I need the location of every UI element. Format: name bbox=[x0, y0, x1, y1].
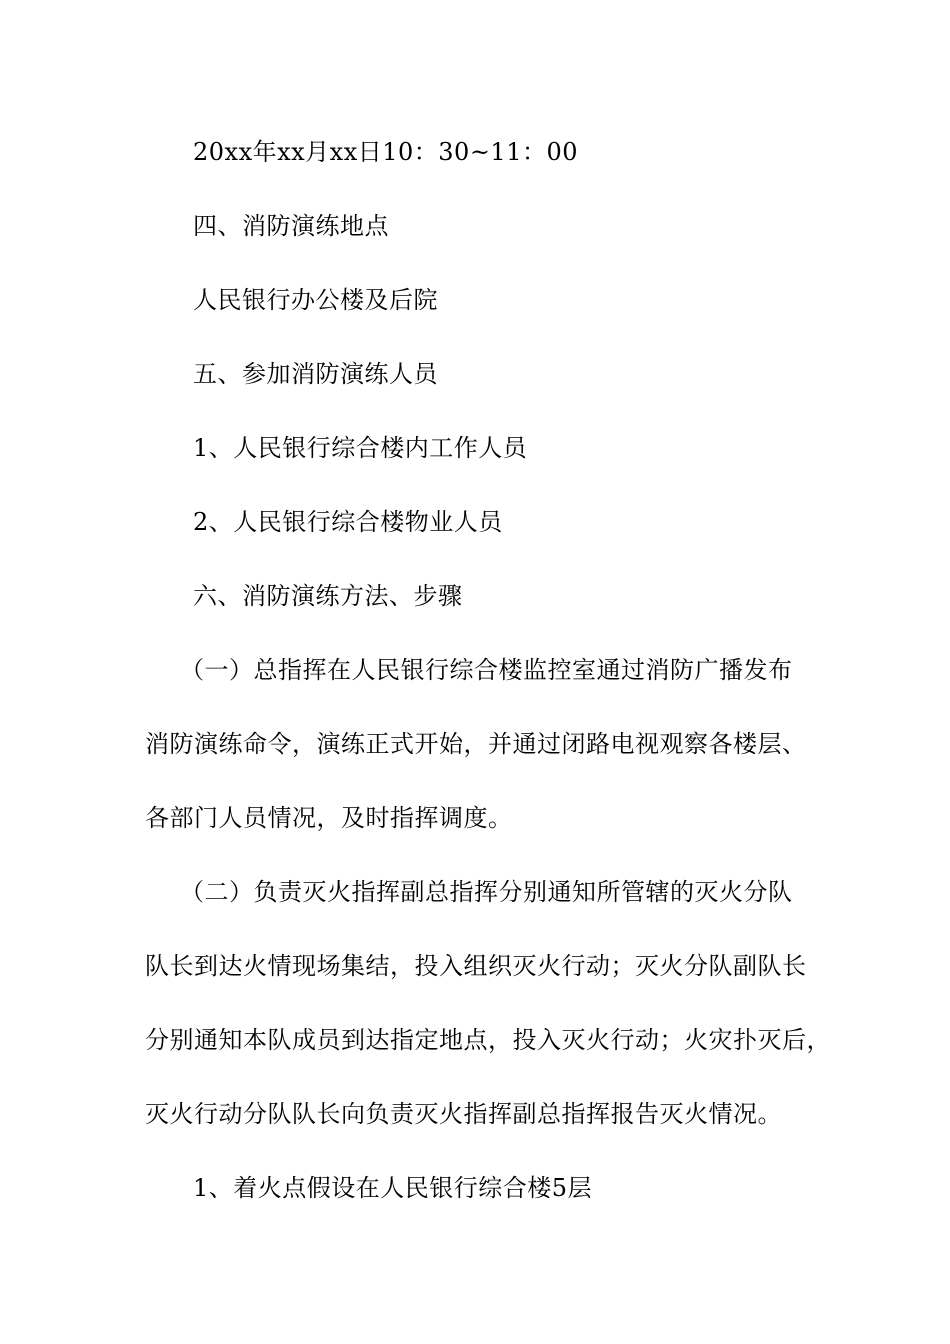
participant-item-2: 2、人民银行综合楼物业人员 bbox=[193, 508, 503, 536]
participant-item-1: 1、人民银行综合楼内工作人员 bbox=[193, 434, 528, 462]
section-heading-location: 四、消防演练地点 bbox=[193, 212, 389, 240]
paragraph-2-line-4: 灭火行动分队队长向负责灭火指挥副总指挥报告灭火情况。 bbox=[145, 1100, 782, 1128]
section-heading-participants: 五、参加消防演练人员 bbox=[193, 360, 438, 388]
paragraph-2-line-3: 分别通知本队成员到达指定地点，投入灭火行动；火灾扑灭后， bbox=[145, 1026, 831, 1054]
location-text: 人民银行办公楼及后院 bbox=[193, 286, 438, 314]
section-heading-methods: 六、消防演练方法、步骤 bbox=[193, 582, 463, 610]
paragraph-1-line-3: 各部门人员情况，及时指挥调度。 bbox=[145, 804, 513, 832]
fire-point-item-1: 1、着火点假设在人民银行综合楼5层 bbox=[193, 1174, 593, 1202]
paragraph-2-line-1: （二）负责灭火指挥副总指挥分别通知所管辖的灭火分队 bbox=[180, 878, 793, 906]
paragraph-1-line-1: （一）总指挥在人民银行综合楼监控室通过消防广播发布 bbox=[180, 656, 793, 684]
drill-time-line: 20xx年xx月xx日10：30~11：00 bbox=[193, 138, 579, 166]
paragraph-2-line-2: 队长到达火情现场集结，投入组织灭火行动；灭火分队副队长 bbox=[145, 952, 807, 980]
paragraph-1-line-2: 消防演练命令，演练正式开始，并通过闭路电视观察各楼层、 bbox=[145, 730, 807, 758]
